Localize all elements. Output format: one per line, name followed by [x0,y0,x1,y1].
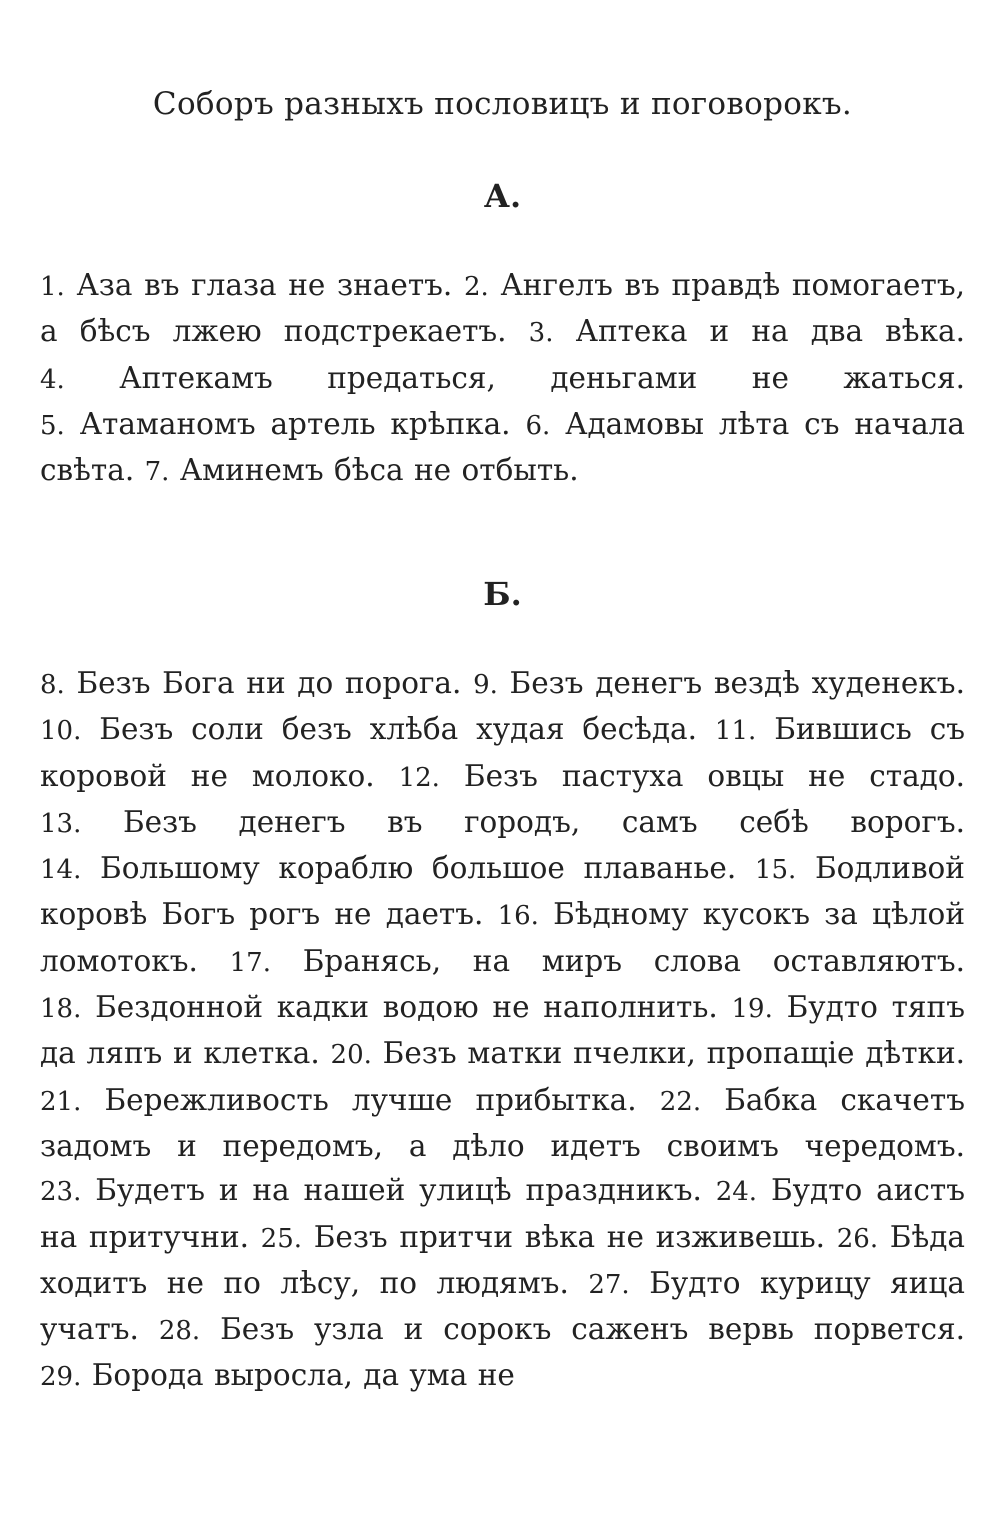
proverb-item [40,805,965,839]
proverb-text: Будто тяпъ да ляпъ и клетка. [40,990,965,1071]
proverb-number: 8. [40,670,65,700]
proverb-text: Безъ соли безъ хлѣба худая бесѣда. [99,712,698,747]
proverb-item [40,1083,637,1117]
proverb-text: Аза въ глаза не знаетъ. [76,268,453,302]
proverb-number: 3. [528,318,554,349]
proverb-number: 11. [714,716,757,747]
proverb-text: Аминемъ бѣса не отбыть. [179,453,579,488]
proverb-text: Бодливой коровѣ Богъ рогъ не даетъ. [40,851,965,932]
proverb-number: 1. [40,272,65,302]
proverb-number: 19. [731,994,773,1025]
proverb-number: 12. [398,762,440,793]
proverb-text: Бѣдному кусокъ за цѣлой ломотокъ. [40,897,965,978]
proverb-text: Будто аистъ на притучни. [40,1173,965,1254]
proverb-item [40,407,511,441]
proverb-text: Аптека и на два вѣка. [575,314,965,349]
proverb-number: 10. [40,716,82,747]
proverb-number: 5. [40,410,65,441]
proverb-text: Бабка скачетъ задомъ и передомъ, а дѣло идетъ своимъ чередомъ. [40,1082,965,1163]
proverb-item [40,990,718,1024]
proverb-item [159,1312,965,1346]
proverb-number: 16. [497,901,539,932]
proverb-number: 25. [260,1223,303,1254]
proverb-text: Безъ матки пчелки, пропащіе дѣтки. [382,1036,966,1071]
proverb-number: 2. [463,272,489,302]
proverb-text: Будто курицу яица учатъ. [40,1265,965,1347]
proverb-text: Безъ Бога ни до порога. [76,666,462,700]
proverb-number: 26. [836,1223,879,1254]
section-heading-a: А. [483,177,522,215]
proverb-text: Большому кораблю большое плаванье. [100,851,737,886]
proverb-text: Бѣда ходитъ не по лѣсу, по людямъ. [40,1219,965,1300]
proverb-text: Безъ денегъ вездѣ худенекъ. [509,666,965,700]
proverb-number: 14. [40,855,82,886]
proverb-number: 6. [525,410,551,441]
proverb-item [40,1173,702,1207]
proverb-item [40,712,697,746]
proverb-text: Будетъ и на нашей улицѣ праздникъ. [95,1173,702,1208]
proverb-item [399,759,965,793]
proverb-item [145,453,579,487]
proverb-number: 17. [229,947,271,978]
proverb-number: 18. [40,994,82,1025]
proverb-item [331,1036,965,1070]
proverb-text: Бившись съ коровой не молоко. [40,712,965,793]
proverb-text: Бранясь, на миръ слова оставляютъ. [302,943,965,978]
proverb-number: 7. [144,457,170,488]
proverb-text: Безъ узла и сорокъ саженъ вервь порвется. [220,1312,965,1347]
proverb-text: Аптекамъ предаться, деньгами не жаться. [119,360,965,395]
proverb-number: 13. [40,808,82,839]
page-title: Соборъ разныхъ пословицъ и поговорокъ. [152,86,853,122]
proverb-number: 4. [40,364,65,395]
proverb-text: Ангелъ въ правдѣ помогаетъ, а бѣсъ лжею подстрекаетъ. [40,268,965,349]
proverb-item [230,944,965,978]
proverb-text: Борода выросла, да ума не [91,1358,515,1393]
proverb-number: 24. [715,1177,758,1208]
section-heading-b: Б. [483,575,522,613]
proverb-number: 23. [40,1177,82,1208]
proverb-number: 28. [158,1316,201,1347]
proverb-number: 20. [330,1040,372,1071]
proverb-text: Безъ пастуха овцы не стадо. [463,758,965,793]
proverb-item [40,851,736,885]
proverb-number: 27. [588,1269,630,1300]
proverb-text: Адамовы лѣта съ начала свѣта. [40,406,965,488]
proverb-text: Безъ денегъ въ городъ, самъ себѣ ворогъ. [122,804,965,839]
proverb-number: 22. [659,1086,702,1117]
proverb-text: Атаманомъ артель крѣпка. [79,406,511,441]
proverb-number: 15. [754,855,797,886]
proverb-item [40,361,965,395]
proverb-item [40,666,461,700]
proverb-text: Бережливость лучше прибытка. [104,1082,637,1117]
proverb-number: 9. [473,670,498,700]
proverb-item [529,314,965,348]
proverb-text: Безъ притчи вѣка не изживешь. [313,1219,826,1254]
proverb-number: 21. [40,1086,82,1117]
proverb-text: Бездонной кадки водою не наполнить. [95,990,718,1025]
proverb-number: 29. [40,1362,82,1393]
section-b-proverbs [40,661,965,1400]
proverb-item [261,1220,825,1254]
proverb-item [40,268,452,302]
proverb-item [473,666,965,700]
proverb-item [40,1358,515,1392]
section-a-proverbs [40,263,965,494]
